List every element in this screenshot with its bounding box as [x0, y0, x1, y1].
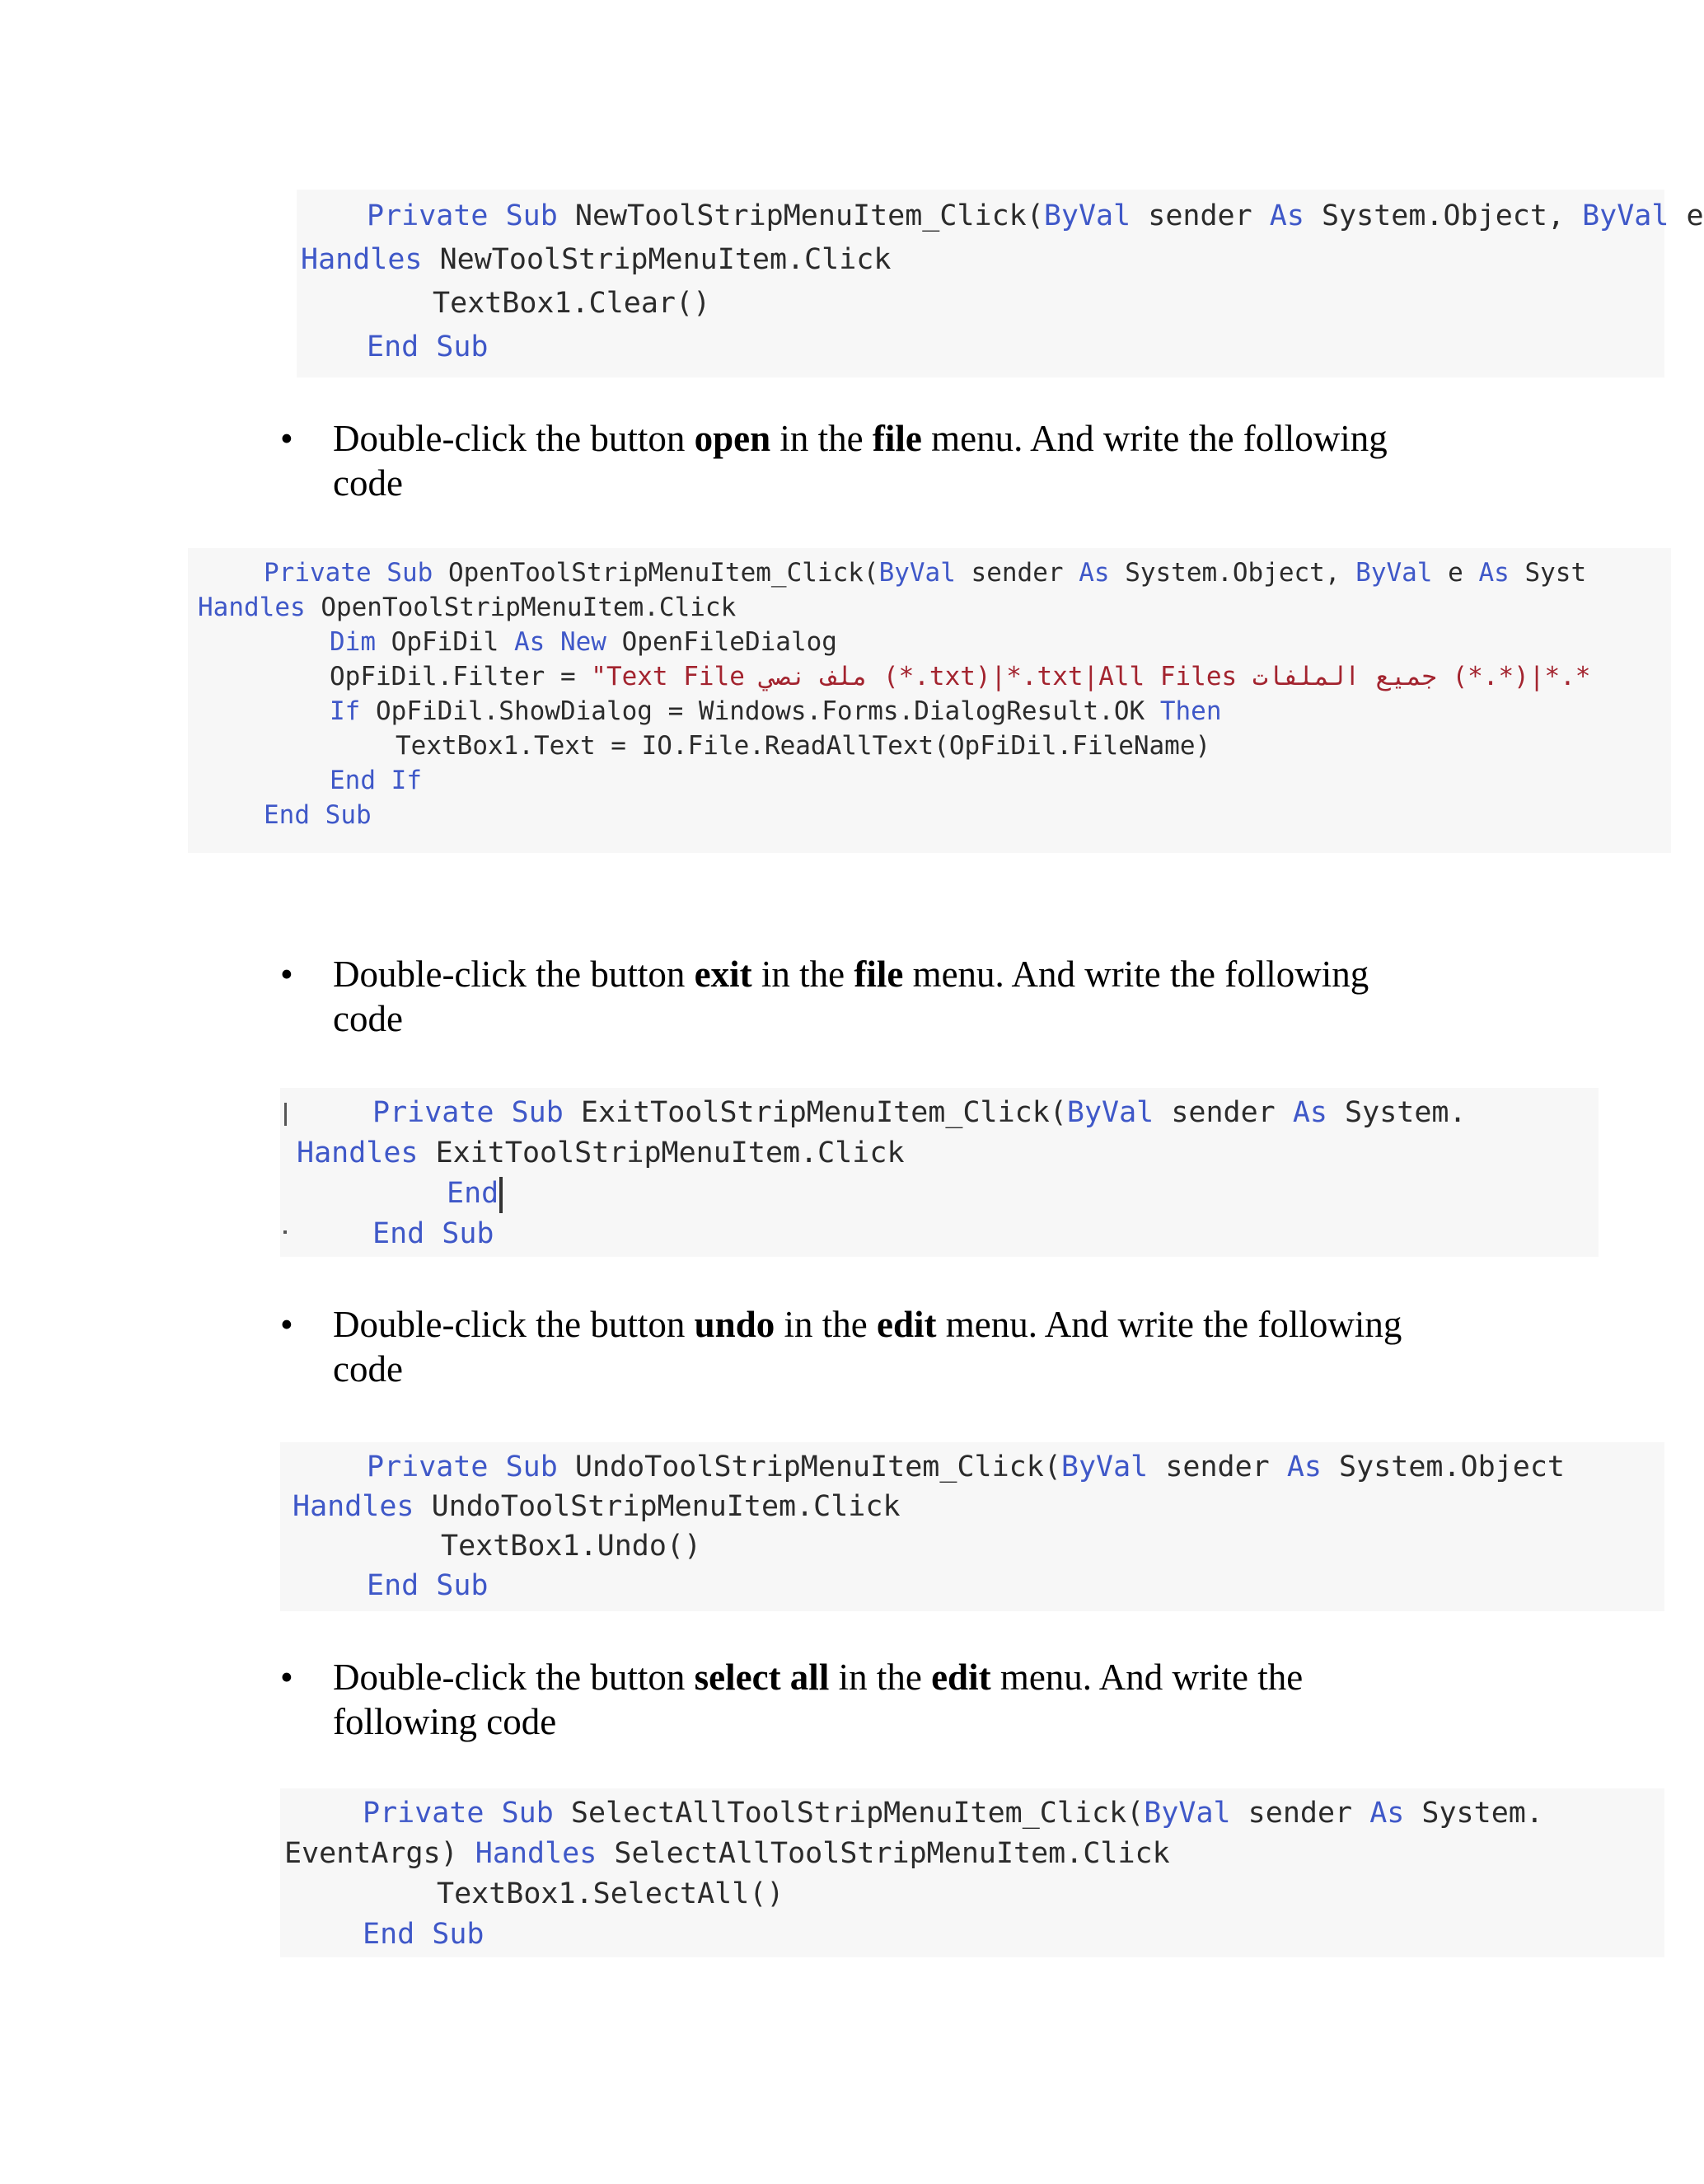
code-line — [301, 243, 891, 276]
instruction-text: in the — [770, 418, 873, 459]
code-text: System.Object — [1321, 1451, 1565, 1483]
instruction-text: in the — [775, 1304, 877, 1345]
code-keyword: As — [1079, 558, 1110, 588]
code-keyword: As — [1369, 1797, 1405, 1830]
code-text: SelectAllToolStripMenuItem_Click( — [553, 1797, 1145, 1830]
instruction-bold: file — [854, 954, 904, 995]
code-text: e — [1432, 558, 1479, 588]
code-line — [363, 1797, 1543, 1830]
code-block-select-all — [280, 1788, 1664, 1957]
code-block-undo — [280, 1442, 1664, 1611]
code-text: SelectAllToolStripMenuItem.Click — [597, 1837, 1170, 1870]
code-keyword: End Sub — [372, 1217, 494, 1250]
code-keyword: End Sub — [264, 800, 372, 830]
code-keyword: Dim — [330, 627, 376, 657]
code-keyword: As — [1478, 558, 1510, 588]
code-line — [264, 800, 372, 830]
bullet-icon: • — [280, 954, 293, 995]
code-text: sender — [955, 558, 1079, 588]
code-text: OpenToolStripMenuItem.Click — [305, 593, 737, 622]
instruction-text: Double-click the button — [333, 1657, 695, 1698]
code-text: Syst — [1509, 558, 1587, 588]
code-line — [330, 766, 422, 795]
code-keyword: Private Sub — [367, 199, 558, 232]
code-line — [437, 1877, 784, 1910]
code-keyword: As — [513, 627, 545, 657]
instruction-text: Double-click the button — [333, 1304, 695, 1345]
instruction-text: in the — [751, 954, 854, 995]
code-text: System. — [1404, 1797, 1543, 1830]
bullet-icon: • — [280, 1657, 293, 1698]
code-line — [297, 1137, 905, 1169]
code-text: TextBox1.Undo() — [441, 1530, 702, 1563]
code-text: e — [1669, 199, 1704, 232]
code-keyword: ByVal — [878, 558, 956, 588]
code-keyword: ByVal — [1060, 1451, 1149, 1483]
code-keyword: End If — [330, 766, 422, 795]
code-keyword: As — [1286, 1451, 1322, 1483]
code-text: OpFiDil — [376, 627, 514, 657]
code-text: TextBox1.SelectAll() — [437, 1877, 784, 1910]
code-line — [372, 1096, 1467, 1129]
code-line — [293, 1490, 901, 1523]
code-keyword: ByVal — [1066, 1096, 1154, 1129]
code-line — [367, 330, 489, 363]
code-text — [545, 627, 560, 657]
code-text: sender — [1148, 1451, 1287, 1483]
code-keyword: Private Sub — [264, 558, 433, 588]
code-keyword: ByVal — [1355, 558, 1433, 588]
code-text: ExitToolStripMenuItem_Click( — [563, 1096, 1067, 1129]
instruction-text: Double-click the button — [333, 418, 695, 459]
code-line — [367, 1569, 489, 1602]
code-text: OpFiDil.Filter = — [330, 662, 592, 691]
code-keyword: As — [1292, 1096, 1327, 1129]
instruction-text: menu. And write the following — [921, 418, 1388, 459]
code-text: OpenToolStripMenuItem_Click( — [433, 558, 879, 588]
code-line — [447, 1177, 499, 1210]
instruction-bold: select all — [694, 1657, 830, 1698]
code-keyword: Handles — [297, 1137, 419, 1169]
text-cursor-mark — [283, 1230, 287, 1234]
code-keyword: End Sub — [363, 1918, 485, 1951]
code-line — [363, 1918, 485, 1951]
code-text: EventArgs) — [284, 1837, 475, 1870]
instruction-text: menu. And write the following — [903, 954, 1369, 995]
code-text: sender — [1230, 1797, 1370, 1830]
code-line — [441, 1530, 701, 1563]
instruction-text: menu. And write the following — [936, 1304, 1402, 1345]
code-keyword: Handles — [301, 243, 423, 276]
code-line — [198, 593, 736, 622]
code-text: UndoToolStripMenuItem_Click( — [557, 1451, 1061, 1483]
code-text: OpFiDil.ShowDialog = Windows.Forms.DialogResult.OK — [360, 696, 1160, 726]
instruction-bold: open — [694, 418, 771, 459]
code-string: "Text File ملف نصي (*.txt)|*.txt|All Files جميع الملفات (*.*)|*.* — [591, 662, 1591, 691]
code-line — [396, 731, 1210, 761]
code-keyword: End Sub — [367, 330, 489, 363]
code-keyword: ByVal — [1043, 199, 1131, 232]
code-text: sender — [1154, 1096, 1293, 1129]
bullet-icon: • — [280, 418, 293, 459]
code-keyword: Private Sub — [367, 1451, 558, 1483]
code-text: TextBox1.Clear() — [433, 287, 711, 320]
code-keyword: ByVal — [1582, 199, 1669, 232]
code-block-new — [297, 190, 1704, 377]
code-text: OpenFileDialog — [606, 627, 837, 657]
code-line — [330, 627, 837, 657]
code-line — [367, 1451, 1565, 1483]
text-cursor — [499, 1177, 503, 1213]
code-keyword: Private Sub — [363, 1797, 554, 1830]
code-text: UndoToolStripMenuItem.Click — [414, 1490, 901, 1523]
instruction-bold: undo — [694, 1304, 775, 1345]
code-line — [284, 1837, 1170, 1870]
instruction-bold: exit — [694, 954, 752, 995]
code-keyword: If — [330, 696, 361, 726]
code-text: ExitToolStripMenuItem.Click — [418, 1137, 905, 1169]
code-keyword: End — [447, 1177, 499, 1210]
code-keyword: New — [559, 627, 606, 657]
instruction-text: code — [333, 998, 403, 1039]
instruction-text: code — [333, 462, 403, 504]
code-text: TextBox1.Text = IO.File.ReadAllText(OpFiDil.FileName) — [396, 731, 1211, 761]
code-block-open — [188, 548, 1671, 853]
code-line — [433, 287, 710, 320]
code-line — [330, 696, 1222, 726]
text-cursor-mark — [284, 1103, 287, 1126]
code-text: sender — [1131, 199, 1270, 232]
instruction-text: following code — [333, 1701, 557, 1742]
code-text: NewToolStripMenuItem.Click — [422, 243, 892, 276]
bullet-icon: • — [280, 1304, 293, 1345]
instruction-text: menu. And write the — [990, 1657, 1304, 1698]
code-keyword: Private Sub — [372, 1096, 564, 1129]
instruction-bold: file — [872, 418, 922, 459]
instruction-text: Double-click the button — [333, 954, 695, 995]
code-block-exit — [280, 1088, 1599, 1257]
code-keyword: As — [1269, 199, 1304, 232]
code-keyword: Handles — [198, 593, 306, 622]
instruction-bold: edit — [876, 1304, 937, 1345]
code-line — [372, 1217, 494, 1250]
code-keyword: End Sub — [367, 1569, 489, 1602]
instruction-text: in the — [829, 1657, 932, 1698]
code-keyword: Handles — [475, 1837, 597, 1870]
code-keyword: Then — [1159, 696, 1222, 726]
code-keyword: ByVal — [1144, 1797, 1231, 1830]
code-text: System. — [1327, 1096, 1467, 1129]
instruction-text: code — [333, 1348, 403, 1390]
code-text: System.Object, — [1109, 558, 1356, 588]
code-text: NewToolStripMenuItem_Click( — [557, 199, 1044, 232]
code-keyword: Handles — [293, 1490, 414, 1523]
code-line — [264, 558, 1586, 588]
code-text: System.Object, — [1304, 199, 1583, 232]
instruction-bold: edit — [931, 1657, 991, 1698]
code-line — [367, 199, 1704, 232]
code-line — [330, 662, 1590, 691]
